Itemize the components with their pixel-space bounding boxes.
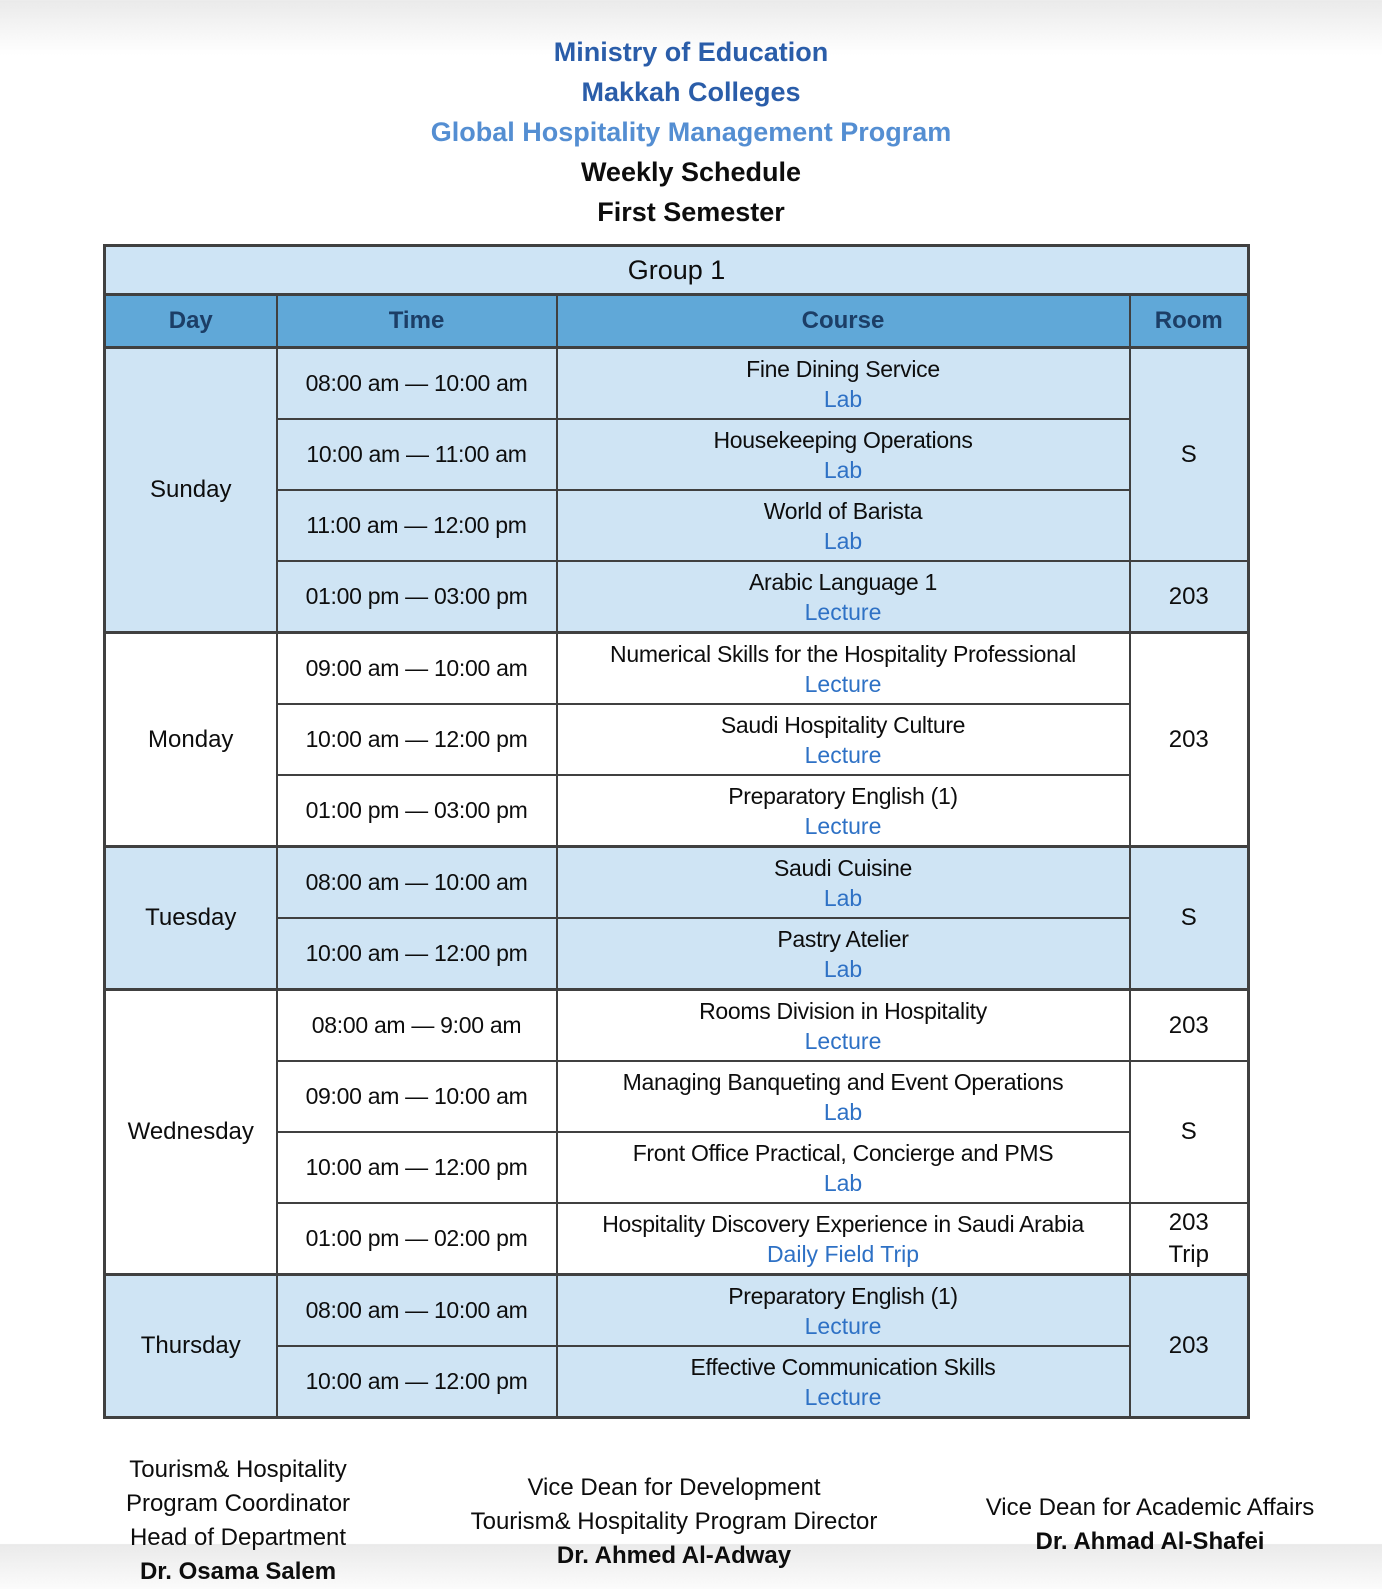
weekly-schedule-table — [103, 244, 1250, 1419]
course-name: Effective Communication Skills — [690, 1353, 996, 1380]
schedule-row — [105, 1061, 1249, 1132]
room-cell: S — [1130, 847, 1249, 990]
schedule-row — [105, 1132, 1249, 1203]
signatures-footer — [0, 1419, 1382, 1589]
day-cell-thursday: Thursday — [105, 1275, 277, 1418]
ministry-title: Ministry of Education — [553, 37, 829, 67]
course-kind: Lab — [823, 385, 863, 412]
room-cell — [1130, 1203, 1249, 1275]
column-header-time: Time — [277, 295, 557, 348]
course-cell — [557, 918, 1130, 990]
course-kind: Lecture — [804, 670, 882, 697]
time-cell: 01:00 pm — 03:00 pm — [277, 561, 557, 633]
course-cell — [557, 775, 1130, 847]
column-header-row — [105, 295, 1249, 348]
program-title: Global Hospitality Management Program — [430, 117, 952, 147]
course-cell — [557, 633, 1130, 705]
room-cell: 203 — [1130, 633, 1249, 847]
course-kind: Lecture — [804, 741, 882, 768]
schedule-row — [105, 490, 1249, 561]
time-cell: 10:00 am — 11:00 am — [277, 419, 557, 490]
signature-line: Tourism& Hospitality — [129, 1456, 347, 1483]
signature-line: Vice Dean for Development — [527, 1474, 821, 1501]
course-name: Preparatory English (1) — [728, 782, 958, 809]
schedule-row — [105, 1275, 1249, 1347]
signature-program-director — [439, 1471, 909, 1589]
room-number: 203 — [1168, 1208, 1209, 1236]
semester-title: First Semester — [597, 197, 785, 227]
schedule-row — [105, 775, 1249, 847]
day-cell-tuesday: Tuesday — [105, 847, 277, 990]
room-cell: S — [1130, 348, 1249, 562]
signature-coordinator — [88, 1453, 388, 1589]
column-header-day: Day — [105, 295, 277, 348]
course-cell — [557, 847, 1130, 919]
time-cell: 10:00 am — 12:00 pm — [277, 1346, 557, 1418]
time-cell: 08:00 am — 10:00 am — [277, 847, 557, 919]
college-title: Makkah Colleges — [581, 77, 801, 107]
signature-name: Dr. Osama Salem — [139, 1558, 337, 1585]
room-cell: 203 — [1130, 990, 1249, 1062]
course-kind: Lab — [823, 955, 863, 982]
signature-line: Program Coordinator — [125, 1490, 351, 1517]
group-title: Group 1 — [105, 246, 1249, 295]
day-cell-sunday: Sunday — [105, 348, 277, 633]
group-header-row — [105, 246, 1249, 295]
day-cell-wednesday: Wednesday — [105, 990, 277, 1275]
time-cell: 10:00 am — 12:00 pm — [277, 704, 557, 775]
course-kind: Daily Field Trip — [766, 1240, 920, 1267]
course-kind: Lecture — [804, 1383, 882, 1410]
course-cell — [557, 419, 1130, 490]
signature-line: Tourism& Hospitality Program Director — [470, 1508, 878, 1535]
course-kind: Lab — [823, 456, 863, 483]
course-name: Saudi Hospitality Culture — [720, 711, 966, 738]
course-name: Fine Dining Service — [746, 355, 940, 382]
course-name: Rooms Division in Hospitality — [699, 997, 987, 1024]
time-cell: 10:00 am — 12:00 pm — [277, 1132, 557, 1203]
course-kind: Lecture — [804, 1312, 882, 1339]
time-cell: 08:00 am — 9:00 am — [277, 990, 557, 1062]
room-cell: S — [1130, 1061, 1249, 1203]
time-cell: 09:00 am — 10:00 am — [277, 1061, 557, 1132]
room-cell: 203 — [1130, 561, 1249, 633]
signature-line: Head of Department — [129, 1524, 347, 1551]
course-cell — [557, 1132, 1130, 1203]
course-name: World of Barista — [763, 497, 923, 524]
room-note: Trip — [1168, 1240, 1209, 1268]
schedule-row — [105, 633, 1249, 705]
course-name: Housekeeping Operations — [713, 426, 973, 453]
schedule-row — [105, 1346, 1249, 1418]
schedule-row — [105, 918, 1249, 990]
course-name: Managing Banqueting and Event Operations — [622, 1068, 1064, 1095]
schedule-row — [105, 1203, 1249, 1275]
course-kind: Lab — [823, 884, 863, 911]
schedule-row — [105, 561, 1249, 633]
schedule-row — [105, 847, 1249, 919]
time-cell: 01:00 pm — 03:00 pm — [277, 775, 557, 847]
signature-vice-dean-academic — [960, 1491, 1340, 1589]
room-cell: 203 — [1130, 1275, 1249, 1418]
course-cell — [557, 1061, 1130, 1132]
time-cell: 10:00 am — 12:00 pm — [277, 918, 557, 990]
course-name: Arabic Language 1 — [749, 568, 937, 595]
course-cell — [557, 704, 1130, 775]
course-kind: Lab — [823, 1169, 863, 1196]
course-name: Hospitality Discovery Experience in Saudi Arabia — [602, 1210, 1084, 1237]
time-cell: 01:00 pm — 02:00 pm — [277, 1203, 557, 1275]
signature-line: Vice Dean for Academic Affairs — [985, 1494, 1315, 1521]
course-name: Numerical Skills for the Hospitality Professional — [610, 640, 1076, 667]
schedule-row — [105, 704, 1249, 775]
course-cell — [557, 348, 1130, 420]
course-cell — [557, 990, 1130, 1062]
time-cell: 08:00 am — 10:00 am — [277, 348, 557, 420]
page-header — [0, 0, 1382, 232]
course-kind: Lecture — [804, 812, 882, 839]
course-kind: Lab — [823, 1098, 863, 1125]
course-name: Pastry Atelier — [777, 925, 909, 952]
schedule-title: Weekly Schedule — [580, 157, 802, 187]
column-header-course: Course — [557, 295, 1130, 348]
schedule-row — [105, 419, 1249, 490]
course-kind: Lecture — [804, 1027, 882, 1054]
course-cell — [557, 1346, 1130, 1418]
course-cell — [557, 561, 1130, 633]
signature-name: Dr. Ahmed Al-Adway — [556, 1542, 792, 1569]
course-name: Front Office Practical, Concierge and PMS — [632, 1139, 1054, 1166]
schedule-row — [105, 990, 1249, 1062]
course-kind: Lecture — [804, 598, 882, 625]
column-header-room: Room — [1130, 295, 1249, 348]
course-name: Preparatory English (1) — [728, 1282, 958, 1309]
course-kind: Lab — [823, 527, 863, 554]
course-name: Saudi Cuisine — [773, 854, 913, 881]
course-cell — [557, 1203, 1130, 1275]
time-cell: 11:00 am — 12:00 pm — [277, 490, 557, 561]
day-cell-monday: Monday — [105, 633, 277, 847]
course-cell — [557, 1275, 1130, 1347]
course-cell — [557, 490, 1130, 561]
schedule-row — [105, 348, 1249, 420]
signature-name: Dr. Ahmad Al-Shafei — [1035, 1528, 1265, 1555]
time-cell: 08:00 am — 10:00 am — [277, 1275, 557, 1347]
time-cell: 09:00 am — 10:00 am — [277, 633, 557, 705]
